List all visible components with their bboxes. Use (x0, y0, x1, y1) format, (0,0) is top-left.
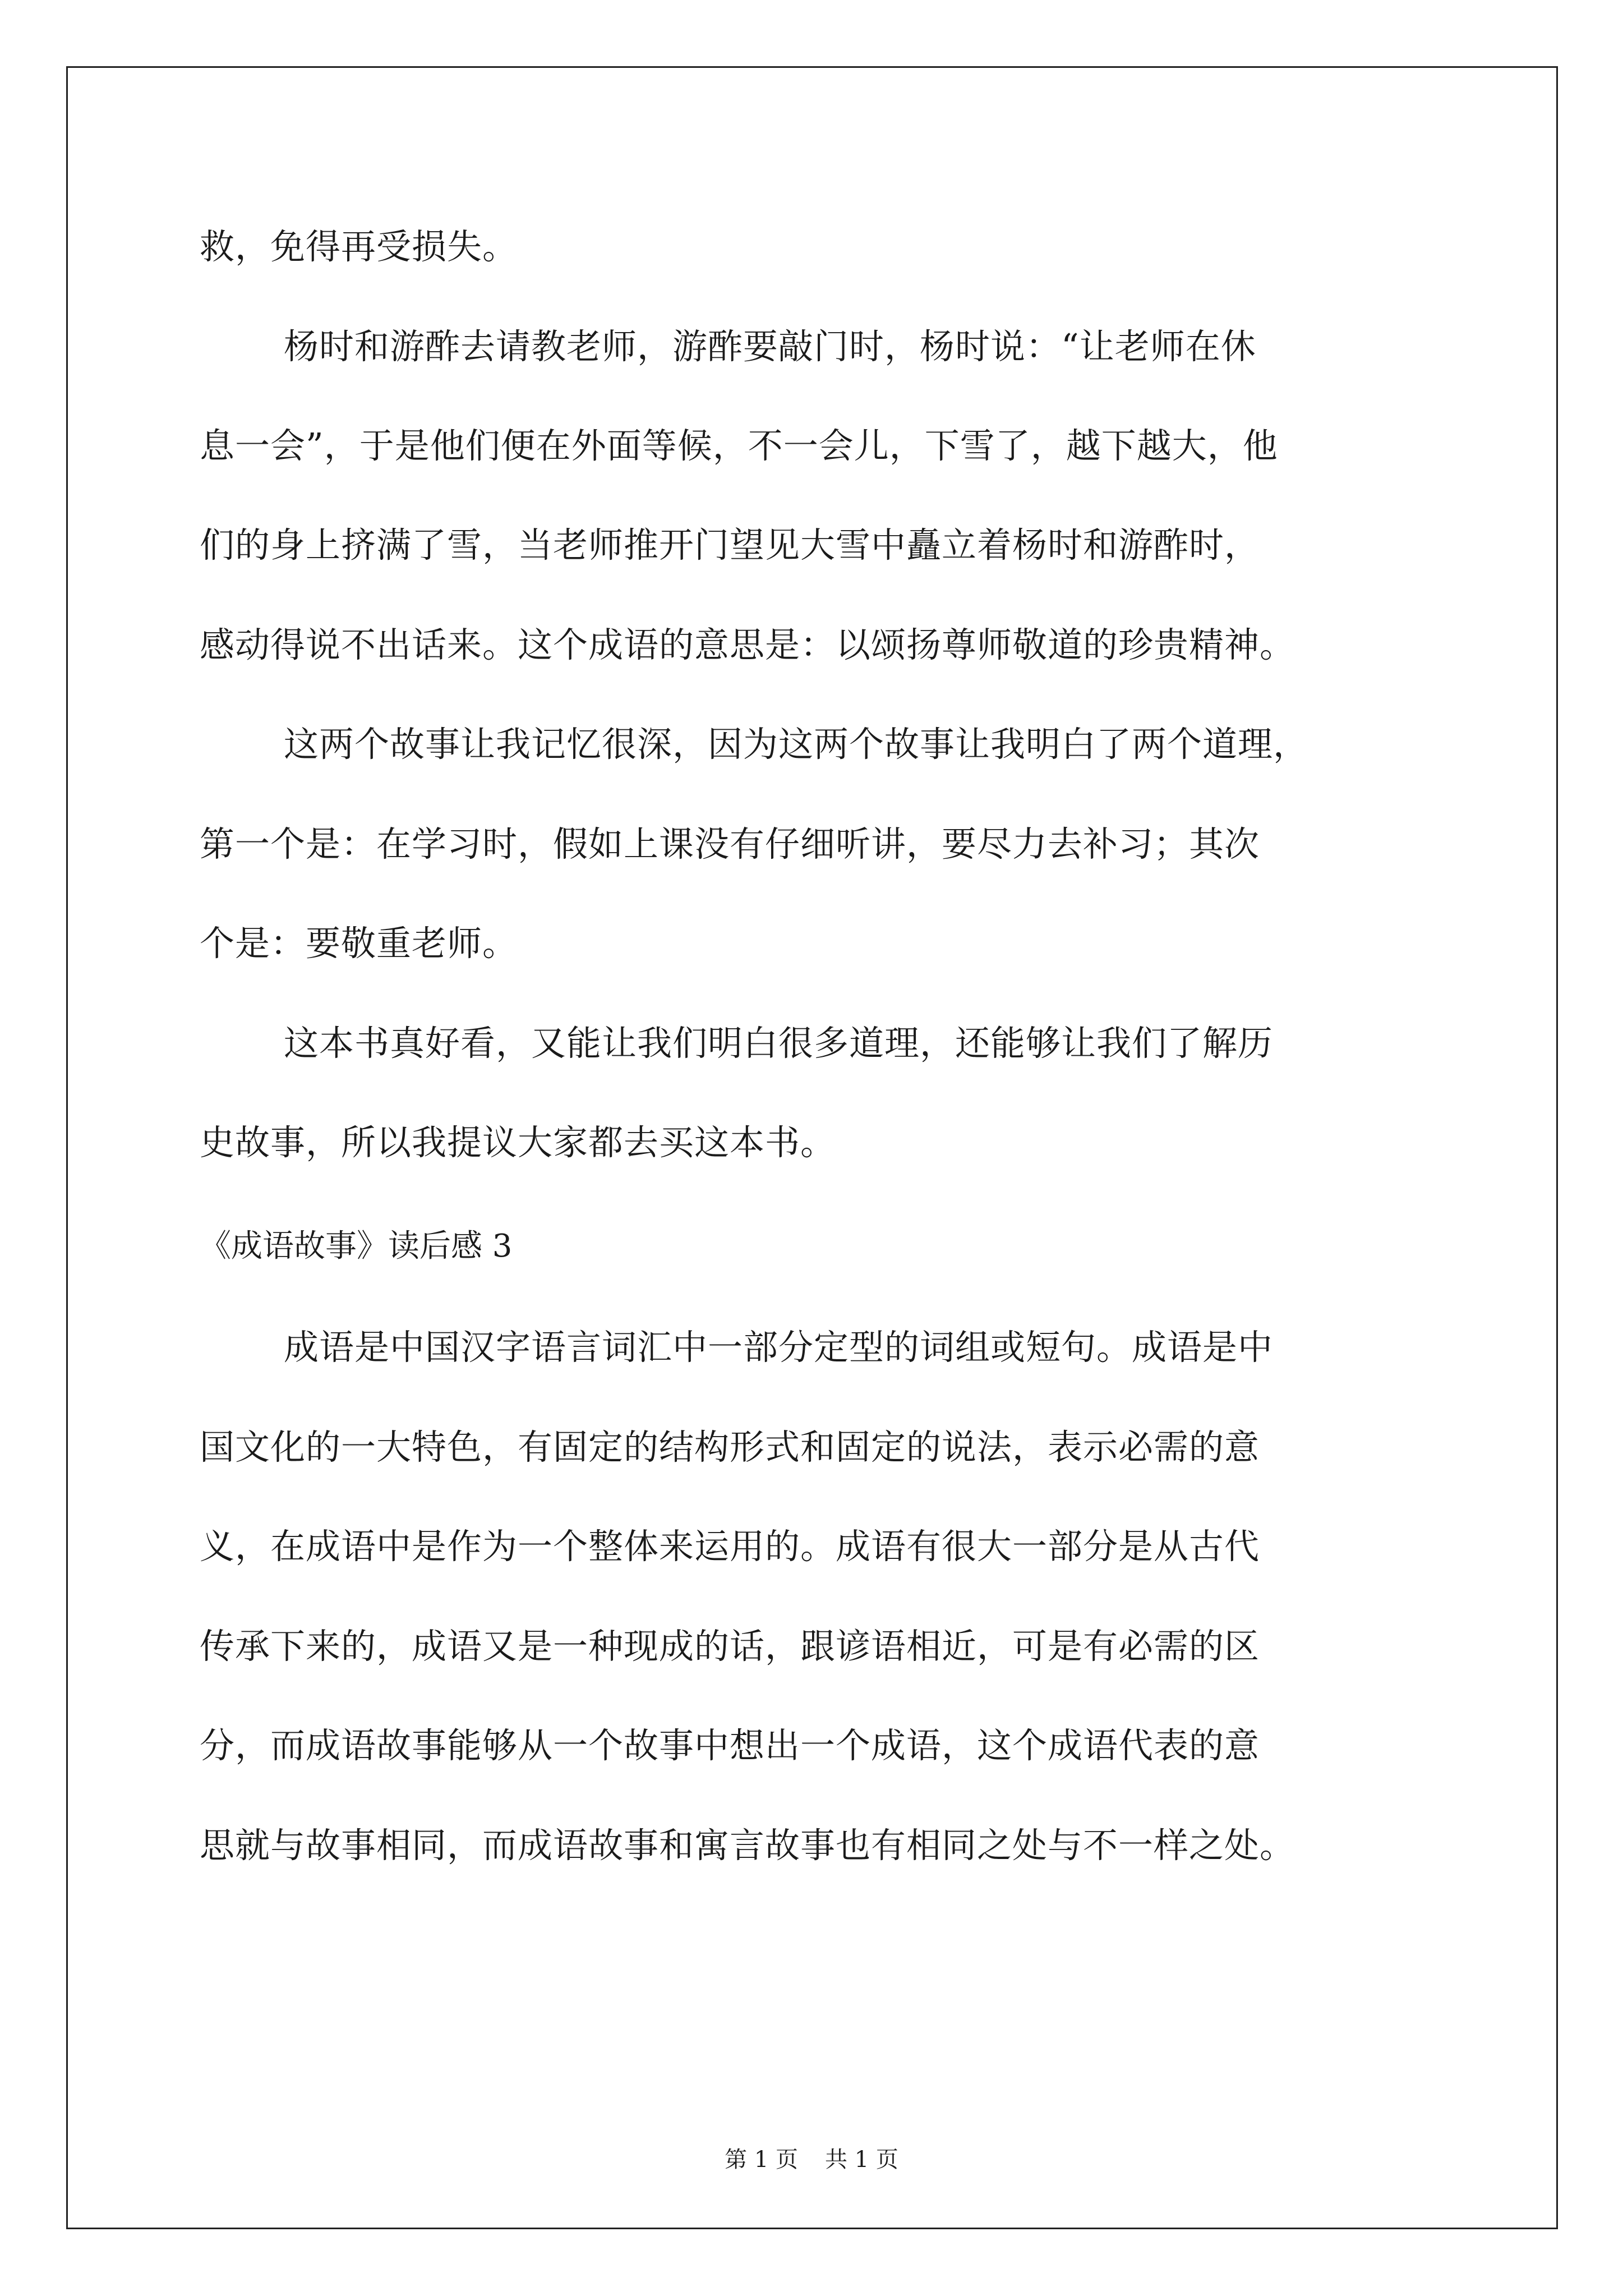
section-heading: 《成语故事》读后感 3 (200, 1228, 513, 1264)
body-line: 史故事，所以我提议大家都去买这本书。 (200, 1122, 836, 1163)
body-line: 个是：要敬重老师。 (200, 923, 518, 964)
body-line: 义，在成语中是作为一个整体来运用的。成语有很大一部分是从古代 (200, 1526, 1260, 1567)
body-line: 这本书真好看，又能让我们明白很多道理，还能够让我们了解历 (284, 1023, 1274, 1064)
body-line: 思就与故事相同，而成语故事和寓言故事也有相同之处与不一样之处。 (200, 1825, 1295, 1866)
body-line: 息一会”，于是他们便在外面等候，不一会儿，下雪了，越下越大，他 (200, 425, 1278, 466)
page-footer (0, 2143, 1623, 2177)
body-line: 传承下来的，成语又是一种现成的话，跟谚语相近，可是有必需的区 (200, 1626, 1260, 1667)
body-line: 分，而成语故事能够从一个故事中想出一个成语，这个成语代表的意 (200, 1725, 1260, 1766)
body-line: 第一个是：在学习时，假如上课没有仔细听讲，要尽力去补习；其次 (200, 823, 1260, 864)
page-total: 共 1 页 (825, 2147, 898, 2173)
body-line: 国文化的一大特色，有固定的结构形式和固定的说法，表示必需的意 (200, 1427, 1260, 1467)
body-line: 感动得说不出话来。这个成语的意思是：以颂扬尊师敬道的珍贵精神。 (200, 624, 1295, 665)
page-number: 第 1 页 (725, 2147, 798, 2173)
body-line: 们的身上挤满了雪，当老师推开门望见大雪中矗立着杨时和游酢时， (200, 524, 1260, 565)
body-line: 这两个故事让我记忆很深，因为这两个故事让我明白了两个道理， (284, 724, 1309, 765)
body-line: 成语是中国汉字语言词汇中一部分定型的词组或短句。成语是中 (284, 1327, 1274, 1368)
body-line: 救，免得再受损失。 (200, 226, 518, 267)
body-line: 杨时和游酢去请教老师，游酢要敲门时，杨时说：“让老师在休 (284, 326, 1256, 367)
